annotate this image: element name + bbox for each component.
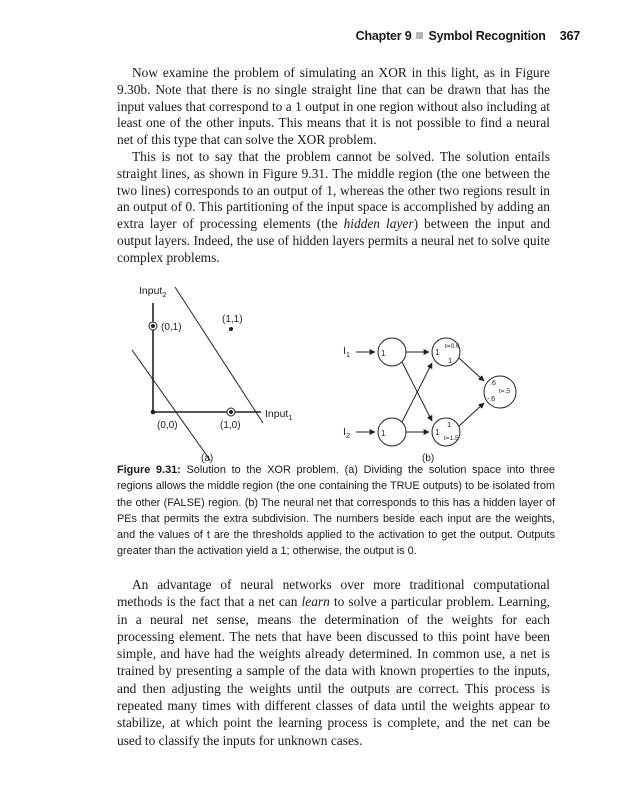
output-weight-1: .6 <box>490 380 496 387</box>
point-0-1 <box>151 324 155 328</box>
hidden-1-weight-2: 1 <box>448 356 453 365</box>
caption-label: Figure 9.31: <box>117 464 181 476</box>
chapter-title: Symbol Recognition <box>428 29 546 43</box>
hidden-2-weight-2: 1 <box>447 420 452 429</box>
panel-label-a: (a) <box>201 453 214 464</box>
caption-text: Solution to the XOR problem. (a) Dividing the solution space into three regions allows the middle region (the one containing the TRUE outputs) to be isolated from the other (FALSE) region. (b) The neural net that corresponds to this has a hidden layer of PEs that permits the extra subdivision. The numbers beside each input are the weights, and the values of t are the thresholds applied to the activation to get the output. Outputs greater than the activation yield a 1; otherwise, the output is 0. <box>117 464 555 558</box>
paragraph: Now examine the problem of simulating an XOR in this light, as in Figure 9.30b. Note that there is no single straight line that can be drawn that has the input values that correspond to a 1 output in one region without also including at least one of the other inputs. This means that it is not possible to find a neural net of this type that can solve the XOR problem. <box>117 65 550 148</box>
label-1-1: (1,1) <box>222 314 243 325</box>
figure-b-network <box>343 338 516 464</box>
weight-in-2: 1 <box>381 429 386 438</box>
figure-a-plot <box>132 285 293 464</box>
paragraph: An advantage of neural networks over more traditional computational methods is the fact that a net can learn to solve a particular problem. Learning, in a neural net sense, means the determination of the weights for each processing element. The nets that have been discussed to this point have been simple, and have had the weights already determined. In common use, a net is trained by presenting a sample of the data with known properties to the inputs, and then adjusting the weights until the outputs are correct. This process is repeated many times with different classes of data until the weights appear to stabilize, at which point the learning process is complete, and the net can be used to classify the inputs for unknown cases. <box>117 577 550 748</box>
point-0-0 <box>151 410 156 415</box>
chapter-label: Chapter 9 <box>355 29 412 43</box>
edge-h2-out <box>459 403 484 426</box>
panel-label-b: (b) <box>422 453 435 464</box>
output-weight-2: -.6 <box>487 396 496 403</box>
output-threshold: t=.5 <box>499 388 511 395</box>
hidden-2-weight: 1 <box>435 428 440 437</box>
body-text-bottom <box>117 576 550 749</box>
label-0-1: (0,1) <box>161 322 182 333</box>
input-1-label: $I_1$ <box>343 345 351 359</box>
page-number: 367 <box>559 29 580 43</box>
point-1-1 <box>229 327 233 331</box>
label-0-0: (0,0) <box>157 420 178 431</box>
hidden-2-threshold: t=1.5 <box>444 435 459 442</box>
figure-caption <box>117 462 555 560</box>
point-1-0 <box>229 410 233 414</box>
hidden-1-threshold: t=0.6 <box>445 343 460 350</box>
paragraph: This is not to say that the problem cannot be solved. The solution entails straight lines, as shown in Figure 9.31. The middle region (the one between the two lines) corresponds to an output of 1, whereas the other two regions result in an output of 0. This partitioning of the input space is accomplished by adding an extra layer of processing elements (the hidden layer) between the input and output layers. Indeed, the use of hidden layers permits a neural net to solve quite complex problems. <box>117 148 550 265</box>
edge-h1-out <box>459 358 484 381</box>
y-axis-label: Input$_2$ <box>139 285 167 299</box>
weight-in-1: 1 <box>381 349 386 358</box>
separating-line-upper <box>175 287 263 423</box>
separating-line-lower <box>132 350 210 460</box>
x-axis-label: Input$_1$ <box>265 408 293 422</box>
input-2-label: $I_2$ <box>343 426 351 440</box>
label-1-0: (1,0) <box>220 420 241 431</box>
hidden-1-weight: 1 <box>435 348 440 357</box>
